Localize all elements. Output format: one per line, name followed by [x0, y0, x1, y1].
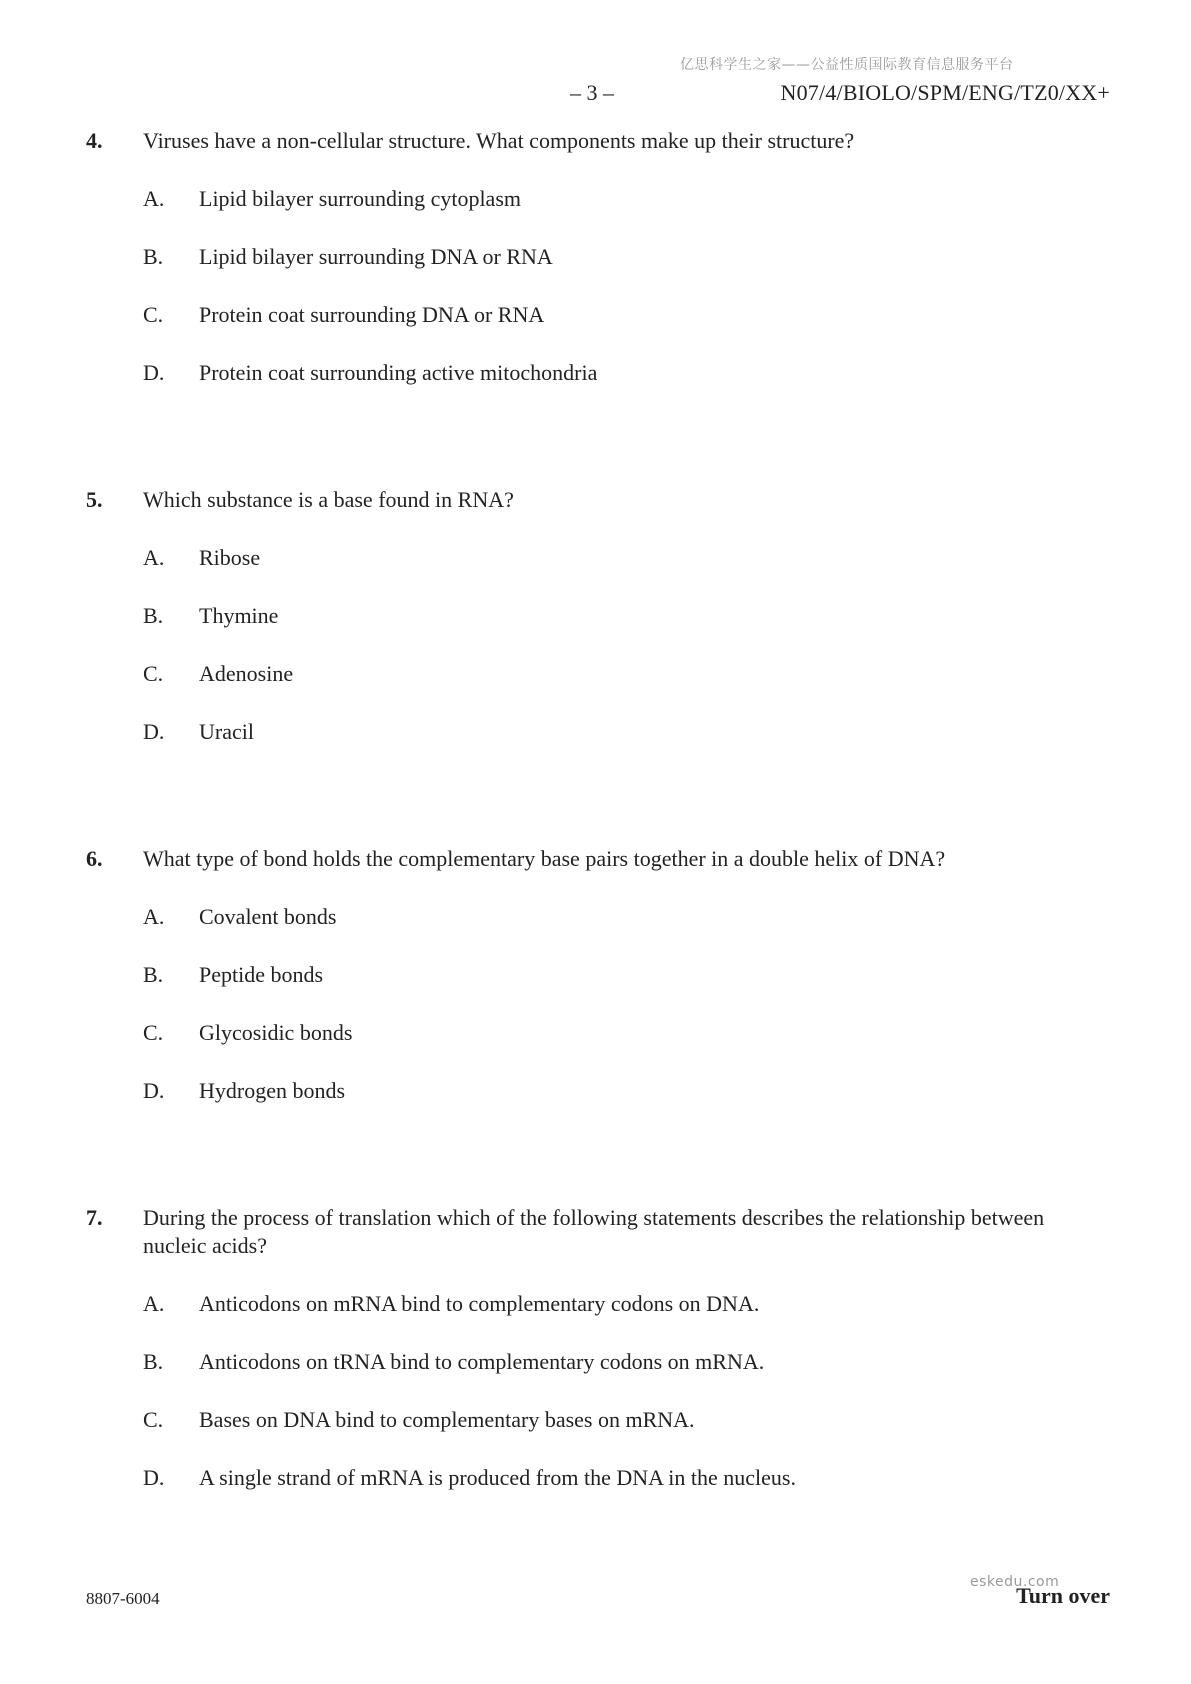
footer-code: 8807-6004 — [86, 1589, 160, 1608]
footer-watermark: eskedu.com — [970, 1574, 1060, 1590]
option-d — [86, 1464, 1110, 1492]
option-text: Uracil — [199, 719, 254, 744]
question-7 — [86, 1204, 1110, 1522]
option-text: Protein coat surrounding DNA or RNA — [199, 302, 545, 327]
question-text: Viruses have a non-cellular structure. What components make up their structure? — [143, 128, 855, 153]
option-d — [86, 1077, 1110, 1105]
option-text: Thymine — [199, 603, 279, 628]
option-letter: B. — [143, 603, 164, 628]
question-number: 7. — [86, 1205, 103, 1230]
question-5 — [86, 486, 1110, 776]
option-text: A single strand of mRNA is produced from the DNA in the nucleus. — [199, 1465, 796, 1490]
question-text: Which substance is a base found in RNA? — [143, 487, 514, 512]
option-text: Anticodons on mRNA bind to complementary codons on DNA. — [199, 1291, 760, 1316]
options-list — [86, 544, 1110, 746]
option-letter: D. — [143, 1078, 165, 1103]
option-text: Glycosidic bonds — [199, 1020, 353, 1045]
question-stem — [86, 1204, 1110, 1260]
option-text: Anticodons on tRNA bind to complementary codons on mRNA. — [199, 1349, 765, 1374]
options-list — [86, 1290, 1110, 1492]
option-text: Covalent bonds — [199, 904, 337, 929]
question-stem — [86, 127, 1110, 155]
question-number: 6. — [86, 846, 103, 871]
options-list — [86, 903, 1110, 1105]
option-letter: B. — [143, 244, 164, 269]
option-c — [86, 301, 1110, 329]
option-text: Protein coat surrounding active mitochondria — [199, 360, 598, 385]
page-number: – 3 – — [570, 80, 614, 105]
option-letter: C. — [143, 1407, 164, 1432]
option-text: Bases on DNA bind to complementary bases on mRNA. — [199, 1407, 695, 1432]
option-letter: D. — [143, 360, 165, 385]
question-6 — [86, 845, 1110, 1135]
option-c — [86, 1019, 1110, 1047]
question-number: 4. — [86, 128, 103, 153]
option-letter: C. — [143, 302, 164, 327]
option-letter: A. — [143, 904, 165, 929]
question-4 — [86, 127, 1110, 417]
option-letter: D. — [143, 1465, 165, 1490]
paper-code: N07/4/BIOLO/SPM/ENG/TZ0/XX+ — [780, 80, 1110, 105]
option-a — [86, 544, 1110, 572]
option-letter: A. — [143, 1291, 165, 1316]
option-letter: A. — [143, 186, 165, 211]
option-b — [86, 961, 1110, 989]
option-text: Adenosine — [199, 661, 294, 686]
question-stem — [86, 845, 1110, 873]
option-letter: C. — [143, 661, 164, 686]
option-text: Hydrogen bonds — [199, 1078, 346, 1103]
question-stem — [86, 486, 1110, 514]
option-b — [86, 243, 1110, 271]
option-a — [86, 185, 1110, 213]
option-letter: B. — [143, 1349, 164, 1374]
option-a — [86, 1290, 1110, 1318]
question-text: What type of bond holds the complementary base pairs together in a double helix of DNA? — [143, 846, 946, 871]
option-a — [86, 903, 1110, 931]
option-b — [86, 602, 1110, 630]
option-d — [86, 359, 1110, 387]
options-list — [86, 185, 1110, 387]
option-b — [86, 1348, 1110, 1376]
option-letter: D. — [143, 719, 165, 744]
option-text: Ribose — [199, 545, 261, 570]
question-number: 5. — [86, 487, 103, 512]
option-text: Lipid bilayer surrounding DNA or RNA — [199, 244, 553, 269]
option-letter: A. — [143, 545, 165, 570]
option-letter: B. — [143, 962, 164, 987]
header-watermark: 亿思科学生之家——公益性质国际教育信息服务平台 — [680, 57, 1014, 73]
question-text: During the process of translation which of the following statements describes the relationship between nucleic acids? — [143, 1205, 1045, 1258]
option-text: Lipid bilayer surrounding cytoplasm — [199, 186, 521, 211]
option-d — [86, 718, 1110, 746]
option-text: Peptide bonds — [199, 962, 324, 987]
option-c — [86, 1406, 1110, 1434]
option-letter: C. — [143, 1020, 164, 1045]
option-c — [86, 660, 1110, 688]
turn-over-label: Turn over — [1016, 1583, 1110, 1608]
